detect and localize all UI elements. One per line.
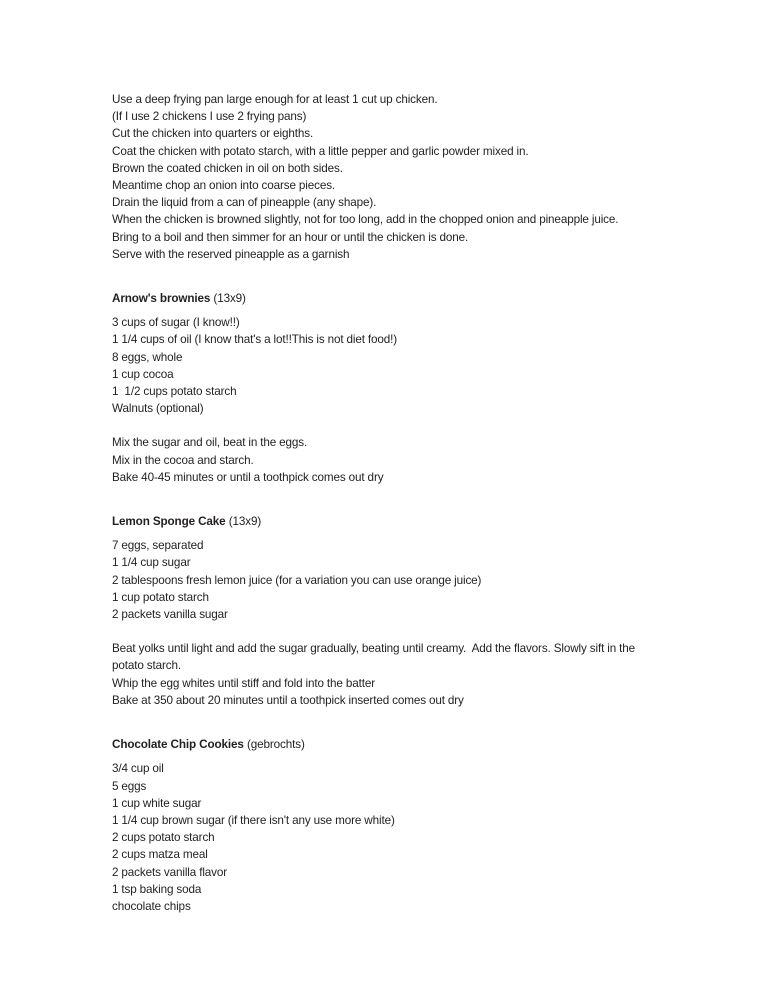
paragraph-spacer (112, 503, 657, 513)
recipe-ingredient: 1 cup cocoa (112, 367, 174, 381)
recipe-step: Bring to a boil and then simmer for an hour or until the chicken is done. (112, 230, 469, 244)
recipe-ingredient: 2 packets vanilla sugar (112, 608, 228, 622)
recipe-step: Brown the coated chicken in oil on both sides. (112, 161, 343, 175)
recipe-ingredient: 5 eggs (112, 779, 147, 793)
recipe-ingredient: 7 eggs, separated (112, 539, 204, 553)
recipe-ingredient: 1 1/4 cup sugar (112, 556, 191, 570)
recipe-heading (112, 290, 657, 307)
recipe-step: (If I use 2 chickens I use 2 frying pans) (112, 110, 307, 124)
recipe-pan-size: (13x9) (228, 515, 262, 529)
recipe-step: Serve with the reserved pineapple as a garnish (112, 247, 350, 261)
recipe-ingredient: 1 1/4 cups of oil (I know that's a lot!!This is not diet food!) (112, 333, 398, 347)
document-body (112, 91, 657, 915)
recipe-step: Use a deep frying pan large enough for at least 1 cut up chicken. (112, 93, 438, 106)
recipe-instruction: Bake 40-45 minutes or until a toothpick comes out dry (112, 470, 384, 484)
recipe-step: Coat the chicken with potato starch, with a little pepper and garlic powder mixed in. (112, 144, 529, 158)
recipe-section (112, 736, 657, 915)
recipe-instruction: Mix in the cocoa and starch. (112, 453, 254, 467)
recipe-instruction: Bake at 350 about 20 minutes until a toothpick inserted comes out dry (112, 693, 464, 707)
heading-spacer (112, 753, 657, 760)
recipe-pan-size: (13x9) (213, 292, 246, 306)
recipe-step: Meantime chop an onion into coarse pieces. (112, 179, 336, 193)
heading-spacer (112, 530, 657, 537)
recipe-ingredient: 2 packets vanilla flavor (112, 865, 228, 879)
recipe-instruction: Whip the egg whites until stiff and fold into the batter (112, 676, 375, 690)
recipe-section (112, 513, 657, 709)
recipe-ingredient: 1 1/4 cup brown sugar (if there isn't any use more white) (112, 813, 395, 827)
recipe-ingredient: 1 tsp baking soda (112, 882, 202, 896)
recipe-section (112, 290, 657, 486)
paragraph-spacer (112, 709, 657, 726)
recipe-step: When the chicken is browned slightly, not for too long, add in the chopped onion and pineapple juice. (112, 213, 619, 227)
paragraph-spacer (112, 280, 657, 290)
heading-spacer (112, 307, 657, 314)
recipe-ingredient: 2 tablespoons fresh lemon juice (for a variation you can use orange juice) (112, 573, 482, 587)
paragraph-spacer (112, 726, 657, 736)
recipe-ingredient: 2 cups matza meal (112, 848, 208, 862)
recipe-ingredient: chocolate chips (112, 899, 191, 913)
recipe-ingredient: 3/4 cup oil (112, 762, 164, 776)
recipe-title: Lemon Sponge Cake (112, 515, 226, 529)
recipe-pan-size: (gebrochts) (246, 738, 305, 752)
recipe-heading (112, 736, 657, 753)
recipe-instruction: Mix the sugar and oil, beat in the eggs. (112, 436, 308, 450)
recipe-ingredient: 1 cup white sugar (112, 796, 202, 810)
paragraph-spacer (112, 623, 657, 640)
recipe-ingredient: 2 cups potato starch (112, 831, 215, 845)
paragraph-spacer (112, 417, 657, 434)
recipe-heading (112, 513, 657, 530)
recipe-ingredient: 3 cups of sugar (I know!!) (112, 316, 240, 330)
recipe-ingredient: Walnuts (optional) (112, 402, 204, 416)
recipe-ingredient: 8 eggs, whole (112, 350, 183, 364)
paragraph-spacer (112, 263, 657, 280)
recipe-step: Cut the chicken into quarters or eighths. (112, 127, 314, 141)
recipe-title: Arnow's brownies (112, 292, 211, 306)
recipe-step: Drain the liquid from a can of pineapple (any shape). (112, 196, 377, 210)
recipe-ingredient: 1 1/2 cups potato starch (112, 385, 237, 399)
recipe-title: Chocolate Chip Cookies (112, 738, 244, 752)
recipe-ingredient: 1 cup potato starch (112, 590, 209, 604)
intro-recipe-steps (112, 91, 657, 263)
paragraph-spacer (112, 486, 657, 503)
recipe-instruction: Beat yolks until light and add the sugar gradually, beating until creamy. Add the flavors. Slowly sift in the potato starch. (112, 642, 639, 673)
